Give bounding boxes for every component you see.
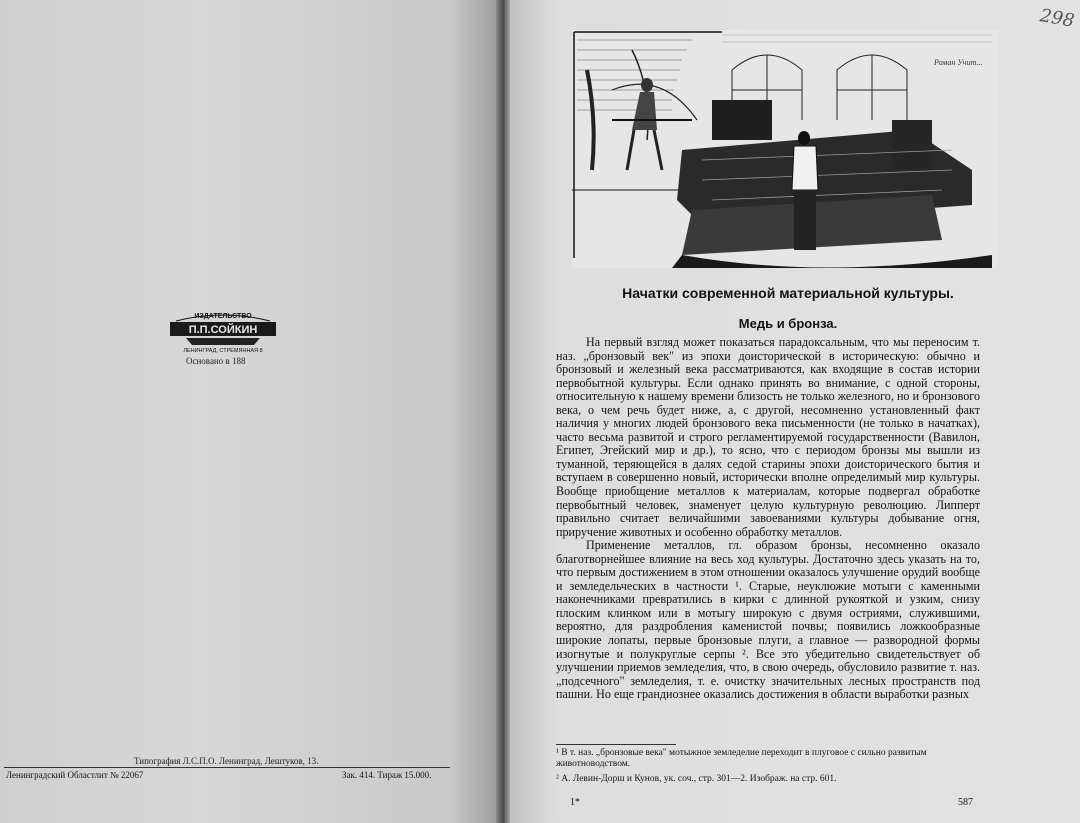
logo-bottom-text: ЛЕНИНГРАД, СТРЕМЯННАЯ 8 (183, 348, 263, 354)
illustration-primitive-vs-modern-lathe (572, 30, 998, 268)
illustration-signature: Роман Учит... (934, 58, 983, 67)
footnote-1: ¹ В т. наз. „бронзовые века" мотыжное земледелие переходит в плуговое с сильно развитым животноводством. (556, 748, 927, 769)
chapter-heading: Начатки современной материальной культуры. (622, 285, 954, 301)
left-page (0, 0, 500, 823)
page-number: 587 (958, 797, 973, 808)
paragraph: На первый взгляд может показаться парадоксальным, что мы переносим т. наз. „бронзовый век" из эпохи доисторической в историческую: обычно и бронзовый и железный века рассматриваются, как входящие в состав истории первобытной культуры. Если однако принять во внимание, с одной стороны, относительную к нашему времени близость не только железного, но и бронзового века, о чем речь будет ниже, а, с другой, несомненно установленный факт наличия у многих людей бронзового века письменности (не только в начатках), часто весьма развитой и строго регламентируемой государственности (Вавилон, Египет, Эгейский мир и др.), то ясно, что с периодом бронзы мы вышли из туманной, теряющейся в далях седой старины эпохи доисторического бытия и вступаем в совершенно новый, исторически вполне определимый мир культуры. Вообще приобщение металлов к материалам, которые подвергал обработке первобытный человек, знаменует целую культурную революцию. Липперт правильно считает величайшими завоеваниями культуры добывание огня, приручение животных и особенно обработку металлов. (556, 335, 980, 539)
founded-text: Основано в 188 (186, 356, 246, 366)
censor-number: Ленинградский Областлит № 22067 (6, 770, 144, 780)
logo-name: П.П.СОЙКИН (188, 324, 258, 336)
section-heading: Медь и бронза. (738, 316, 838, 331)
paragraph: Применение металлов, гл. образом бронзы, несомненно оказало благотворнейшее влияние на весь ход культуры. Достаточно здесь указать на то, что первым достижением в этом отношении оказалось улучшение орудий вообще и земледельческих в частности ¹. Старые, неуклюжие мотыги с каменными наконечниками превратились в кирки с длинной рукояткой и узким, снизу плоским клинком или в мотыгу широкую с двумя остриями, служившими, вероятно, для раздробления каменистой почвы; появились ложкообразные широкие лопаты, первые бронзовые плуги, а главное — развородной формы изогнутые и полукруглые серпы ². Все это убедительно свидетельствует об улучшении приемов земледелия, что, в свою очередь, обусловило развитие т. наз. „подсечного" земледелия, т. е. очистку значительных лесных пространств под пашни. Но еще грандиознее оказались достижения в области выработки разных (556, 538, 980, 702)
show-through-text (118, 228, 139, 297)
logo-top-text: ИЗДАТЕЛЬСТВО (194, 313, 252, 320)
order-print-run: Зак. 414. Тираж 15.000. (342, 770, 432, 780)
body-text (556, 336, 980, 702)
printer-signature-mark: 1* (570, 797, 580, 808)
publisher-logo (166, 307, 280, 355)
printer-imprint: Типография Л.С.П.О. Ленинград, Лештуков, 13. (134, 756, 319, 766)
footnote-2: ² А. Левин-Дорш и Кунов, ук. соч., стр. 301—2. Изображ. на стр. 601. (556, 774, 837, 784)
footnote-divider (556, 744, 676, 745)
imprint-divider (4, 767, 450, 768)
handwritten-page-mark: 298 (1038, 5, 1076, 32)
